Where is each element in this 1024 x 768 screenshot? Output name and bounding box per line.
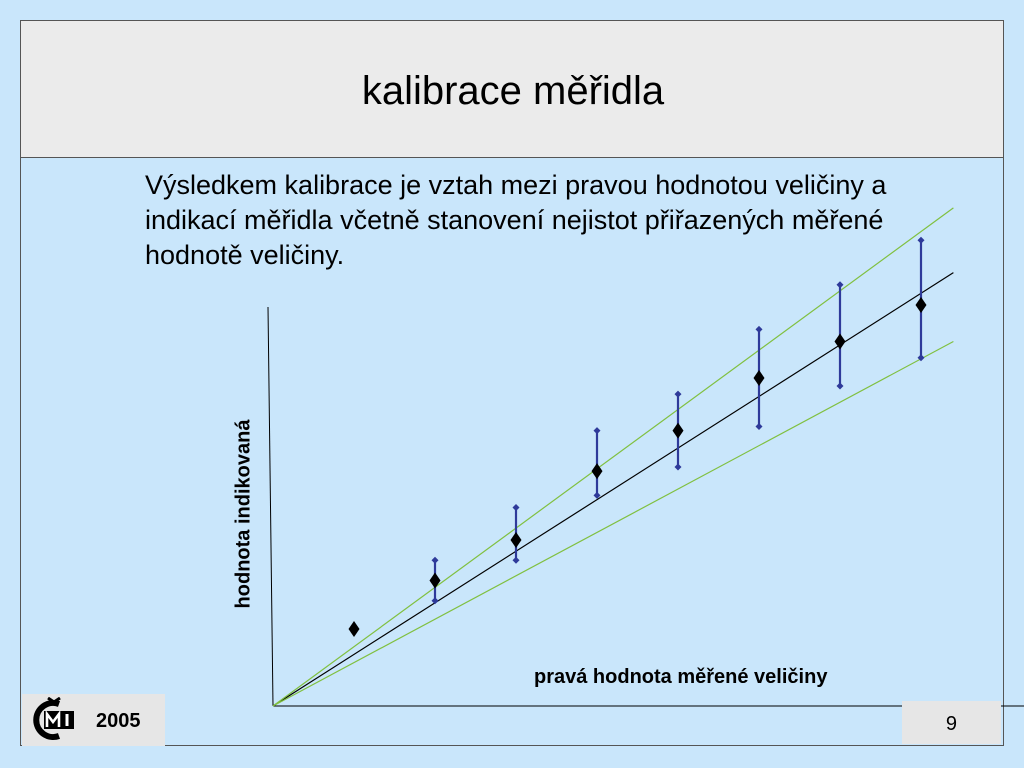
chart-lines [273,208,953,706]
chart-errorbars [432,237,925,604]
footer-year-box [22,694,165,746]
upper-line [273,208,953,706]
body-text: Výsledkem kalibrace je vztah mezi pravou hodnotou veličiny a indikací měřidla včetně stanovení nejistot přiřazených měřené hodnotě veličiny. [145,170,887,270]
page-number: 9 [945,713,957,735]
data-point [916,297,927,313]
chart-points [349,297,927,637]
page-number-box [902,701,1001,744]
data-point [349,621,360,637]
lower-line [273,342,953,707]
y-axis-label: hodnota indikovaná [232,419,255,609]
error-cap-bottom [756,423,763,430]
error-cap-bottom [675,464,682,471]
calibration-line [273,273,953,706]
error-cap-top [837,281,844,288]
error-cap-top [432,557,439,564]
footer-year: 2005 [96,710,141,732]
error-cap-bottom [837,383,844,390]
error-cap-top [756,326,763,333]
error-cap-top [918,237,925,244]
error-cap-bottom [513,557,520,564]
y-axis-line [268,307,273,706]
slide-title: kalibrace měřidla [361,68,665,113]
data-point [754,370,765,386]
error-cap-bottom [432,597,439,604]
data-point [430,572,441,588]
error-cap-top [594,427,601,434]
cmi-logo [28,697,92,743]
error-cap-top [513,504,520,511]
data-point [511,532,522,548]
error-cap-top [675,391,682,398]
x-axis-label: pravá hodnota měřené veličiny [534,666,828,688]
data-point [673,423,684,439]
